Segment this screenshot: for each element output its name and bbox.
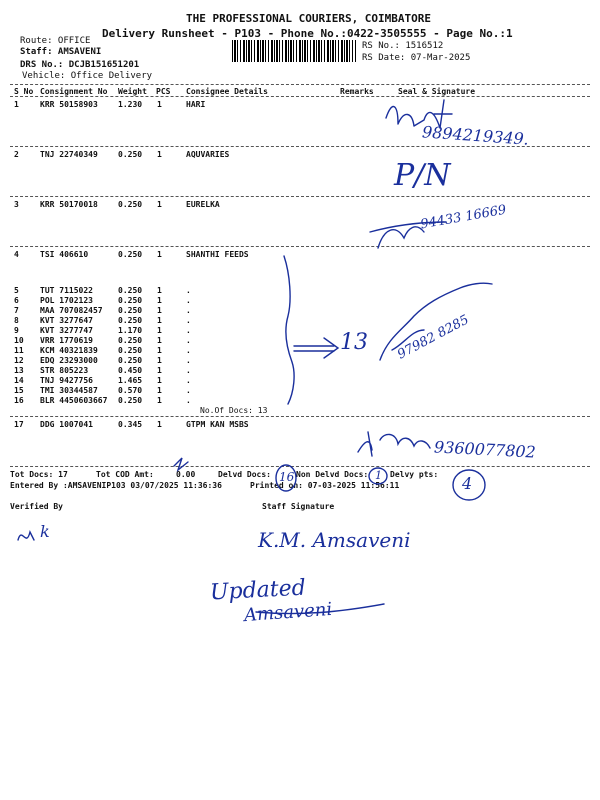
- row-pcs: 1: [157, 250, 162, 259]
- row-pcs: 1: [157, 336, 162, 345]
- row-weight: 0.250: [118, 286, 143, 295]
- row-consignee: .: [186, 376, 191, 385]
- handwritten-phone-row17: 9360077802: [433, 437, 537, 462]
- row-weight: 0.250: [118, 306, 143, 315]
- cod-mark: [174, 458, 188, 470]
- row-pcs: 1: [157, 366, 162, 375]
- col-remarks-header: Remarks: [340, 87, 374, 96]
- row-weight: 0.250: [118, 250, 143, 259]
- row-consignee: AQUVARIES: [186, 150, 230, 159]
- handwritten-delvd-count: 16: [279, 470, 295, 484]
- row-weight: 0.250: [118, 396, 143, 405]
- handwritten-updated-by: Amsaveni: [243, 598, 333, 627]
- row-sno: 3: [14, 200, 19, 209]
- row-consignment: TMI 30344587: [40, 386, 98, 395]
- delvy-pts-label: Delvy pts:: [390, 470, 439, 479]
- row-pcs: 1: [157, 376, 162, 385]
- row-consignee: .: [186, 346, 191, 355]
- row-weight: 0.250: [118, 150, 143, 159]
- row-sno: 1: [14, 100, 19, 109]
- rs-date: RS Date: 07-Mar-2025: [362, 53, 471, 63]
- handwritten-pts: 4: [462, 474, 473, 493]
- row-weight: 1.170: [118, 326, 143, 335]
- row-sno: 10: [14, 336, 24, 345]
- drs-number: DRS No.: DCJB151651201: [20, 60, 140, 70]
- row-pcs: 1: [157, 200, 162, 209]
- arrow-head: [324, 338, 338, 358]
- row-consignment: POL 1702123: [40, 296, 93, 305]
- row-pcs: 1: [157, 150, 162, 159]
- row-consignment: EDQ 23293000: [40, 356, 98, 365]
- row-consignment: TNJ 9427756: [40, 376, 93, 385]
- row-consignment: BLR 4450603667: [40, 396, 108, 405]
- row-consignment: KRR 50170018: [40, 200, 98, 209]
- row-consignee: .: [186, 286, 191, 295]
- row-pcs: 1: [157, 346, 162, 355]
- row-weight: 0.250: [118, 316, 143, 325]
- vehicle-label: Vehicle: Office Delivery: [22, 71, 153, 81]
- staff-label: Staff: AMSAVENI: [20, 47, 102, 57]
- col-weight-header: Weight: [118, 87, 147, 96]
- runsheet-subtitle: Delivery Runsheet - P103 - Phone No.:0422-3505555 - Page No.:1: [102, 27, 513, 40]
- row-consignee: .: [186, 326, 191, 335]
- row-weight: 0.250: [118, 356, 143, 365]
- row-pcs: 1: [157, 396, 162, 405]
- verified-by-label: Verified By: [10, 502, 63, 511]
- row-sno: 11: [14, 346, 24, 355]
- row-sno: 5: [14, 286, 19, 295]
- row-weight: 0.345: [118, 420, 143, 429]
- row-sno: 6: [14, 296, 19, 305]
- row-sno: 16: [14, 396, 24, 405]
- row-consignee: .: [186, 366, 191, 375]
- row-consignment: TSI 406610: [40, 250, 89, 259]
- row-consignee: .: [186, 336, 191, 345]
- row-consignment: DDG 1007041: [40, 420, 93, 429]
- group-bracket: [284, 256, 294, 404]
- handwritten-pn: P/N: [394, 158, 451, 193]
- row-consignee: SHANTHI FEEDS: [186, 250, 249, 259]
- row-pcs: 1: [157, 356, 162, 365]
- row-sno: 12: [14, 356, 24, 365]
- row-consignee: HARI: [186, 100, 206, 109]
- row-sno: 7: [14, 306, 19, 315]
- handwritten-staff-signature: K.M. Amsaveni: [258, 528, 411, 552]
- row-consignment: TUT 7115022: [40, 286, 93, 295]
- row-weight: 1.465: [118, 376, 143, 385]
- verified-mark-stroke: [18, 532, 34, 540]
- row-weight: 0.570: [118, 386, 143, 395]
- row-consignment: KVT 3277747: [40, 326, 93, 335]
- tot-cod-label: Tot COD Amt:: [96, 470, 154, 479]
- row-consignment: KVT 3277647: [40, 316, 93, 325]
- handwritten-group-count: 13: [340, 330, 368, 355]
- company-title: THE PROFESSIONAL COURIERS, COIMBATORE: [186, 12, 432, 25]
- handwritten-phone-row3: 94433 16669: [419, 202, 508, 233]
- row-weight: 0.250: [118, 200, 143, 209]
- row-pcs: 1: [157, 386, 162, 395]
- rs-number: RS No.: 1516512: [362, 41, 444, 51]
- row-pcs: 1: [157, 326, 162, 335]
- row-sno: 9: [14, 326, 19, 335]
- row-consignee: .: [186, 386, 191, 395]
- tot-cod-value: 0.00: [176, 470, 196, 479]
- col-consignee-header: Consignee Details: [186, 87, 268, 96]
- row-consignment: VRR 1770619: [40, 336, 93, 345]
- row-weight: 0.450: [118, 366, 143, 375]
- signature-row17: [358, 432, 430, 456]
- row-consignment: STR 805223: [40, 366, 89, 375]
- row-sno: 14: [14, 376, 24, 385]
- row-weight: 0.250: [118, 336, 143, 345]
- row-consignment: TNJ 22740349: [40, 150, 98, 159]
- printed-on: Printed on: 07-03-2025 11:56:11: [250, 481, 400, 490]
- row-consignee: .: [186, 306, 191, 315]
- row-sno: 8: [14, 316, 19, 325]
- delvd-docs-label: Delvd Docs:: [218, 470, 271, 479]
- handwritten-phone-row1: 9894219349.: [421, 122, 530, 149]
- handwritten-updated: Updated: [209, 575, 307, 606]
- row-weight: 1.230: [118, 100, 143, 109]
- no-of-docs: No.Of Docs: 13: [200, 406, 268, 415]
- non-delvd-docs-label: Non Delvd Docs:: [296, 470, 369, 479]
- tot-docs: Tot Docs: 17: [10, 470, 68, 479]
- row-consignee: .: [186, 396, 191, 405]
- row-sno: 2: [14, 150, 19, 159]
- row-consignee: .: [186, 316, 191, 325]
- row-pcs: 1: [157, 306, 162, 315]
- handwritten-verified-mark: k: [40, 522, 50, 541]
- row-sno: 4: [14, 250, 19, 259]
- row-sno: 13: [14, 366, 24, 375]
- row-consignment: KRR 50158903: [40, 100, 98, 109]
- handwritten-phone-group: 97982 8285: [395, 312, 472, 363]
- row-pcs: 1: [157, 420, 162, 429]
- row-pcs: 1: [157, 286, 162, 295]
- staff-signature-label: Staff Signature: [262, 502, 335, 511]
- col-sno-header: S No: [14, 87, 34, 96]
- row-pcs: 1: [157, 296, 162, 305]
- row-pcs: 1: [157, 316, 162, 325]
- entered-by: Entered By :AMSAVENIP103 03/07/2025 11:36:36: [10, 481, 222, 490]
- col-seal-header: Seal & Signature: [398, 87, 476, 96]
- row-consignment: KCM 40321839: [40, 346, 98, 355]
- row-consignee: GTPM KAN MSBS: [186, 420, 249, 429]
- row-weight: 0.250: [118, 346, 143, 355]
- row-sno: 15: [14, 386, 24, 395]
- row-consignee: EURELKA: [186, 200, 220, 209]
- row-consignment: MAA 707082457: [40, 306, 103, 315]
- row-weight: 0.250: [118, 296, 143, 305]
- route-label: Route: OFFICE: [20, 36, 91, 46]
- row-sno: 17: [14, 420, 24, 429]
- col-pcs-header: PCS: [156, 87, 171, 96]
- row-consignee: .: [186, 296, 191, 305]
- handwritten-nondelvd-count: 1: [375, 469, 382, 482]
- col-consignment-header: Consignment No: [40, 87, 108, 96]
- row-pcs: 1: [157, 100, 162, 109]
- row-consignee: .: [186, 356, 191, 365]
